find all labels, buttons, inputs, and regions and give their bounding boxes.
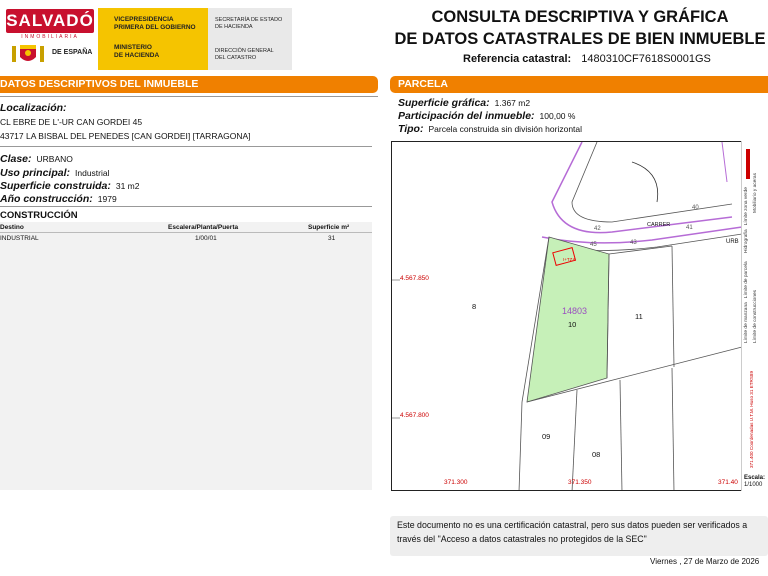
legend-item: Hidrografía bbox=[744, 229, 749, 253]
road-line bbox=[722, 142, 727, 182]
divider bbox=[0, 96, 378, 97]
cadastral-map[interactable] bbox=[391, 141, 768, 491]
parcel-number: 11 bbox=[635, 312, 643, 321]
construction-table bbox=[0, 222, 372, 490]
path-line bbox=[632, 162, 658, 202]
address-line2: 43717 LA BISBAL DEL PENEDES [CAN GORDEI] [TARRAGONA] bbox=[0, 131, 251, 141]
coord-x3: 371.40 bbox=[718, 479, 738, 486]
superficie-row bbox=[0, 180, 139, 192]
participacion-row bbox=[398, 110, 575, 122]
tipo-row bbox=[398, 123, 582, 135]
tipo-value: Parcela construida sin división horizontal bbox=[428, 124, 583, 134]
parcel-label: 14803 bbox=[562, 306, 588, 316]
disclaimer-text: Este documento no es una certificación catastral, pero sus datos pueden ser verificados a través del "Acceso a datos catastrales no protegidos de la SEC" bbox=[397, 520, 748, 544]
map-drawing bbox=[392, 142, 768, 491]
logo-brand: SALVADÓ bbox=[6, 9, 94, 33]
gov-line: PRIMERA DEL GOBIERNO bbox=[114, 24, 196, 31]
legend-item: Límite de parcela bbox=[744, 261, 749, 299]
gov-line: VICEPRESIDENCIA bbox=[114, 16, 174, 23]
coord-system-label: 371.400 Coordenadas U.T.M. Huso 31 ETRS89 bbox=[749, 370, 754, 468]
section-bar-parcela bbox=[390, 76, 768, 93]
clase-label: Clase: bbox=[0, 153, 32, 165]
gov-line: DEL CATASTRO bbox=[215, 55, 257, 61]
table-cell: INDUSTRIAL bbox=[0, 235, 39, 242]
tipo-label: Tipo: bbox=[398, 123, 424, 135]
clase-value: URBANO bbox=[36, 154, 73, 164]
parcel-number: 8 bbox=[472, 302, 477, 311]
gov-line: SECRETARÍA DE ESTADO bbox=[215, 17, 283, 23]
salvado-logo bbox=[0, 7, 98, 65]
anio-label: Año construcción: bbox=[0, 193, 93, 205]
legend-item: Límite de manzana bbox=[744, 302, 749, 343]
superficie-label: Superficie construida: bbox=[0, 180, 111, 192]
ministry-block bbox=[98, 8, 208, 70]
section-title: PARCELA bbox=[398, 78, 448, 90]
uso-row bbox=[0, 167, 110, 179]
localizacion-label: Localización: bbox=[0, 102, 67, 114]
scale-label: Escala: bbox=[744, 475, 766, 481]
urb-label: URB bbox=[726, 239, 739, 245]
road-line bbox=[542, 227, 742, 243]
house-number: 42 bbox=[594, 226, 601, 232]
parcel-number: 09 bbox=[542, 432, 551, 441]
document-date: Viernes , 27 de Marzo de 2026 bbox=[650, 557, 760, 566]
house-number: 41 bbox=[686, 225, 693, 231]
table-cell: 31 bbox=[328, 235, 336, 242]
house-number: 40 bbox=[692, 205, 699, 211]
reference-line bbox=[463, 53, 711, 65]
legend-item: Límite zona verde bbox=[744, 187, 749, 226]
gov-line: DE HACIENDA bbox=[215, 24, 253, 30]
coat-of-arms-icon bbox=[10, 43, 46, 65]
disclaimer-box bbox=[390, 516, 768, 556]
coord-y2: 4.567.800 bbox=[400, 412, 429, 419]
uso-value: Industrial bbox=[75, 168, 110, 178]
divider bbox=[0, 206, 372, 207]
secretariat-block bbox=[208, 8, 292, 70]
anio-row bbox=[0, 193, 117, 205]
scale-value: 1/1000 bbox=[744, 482, 763, 488]
parcel-superficie-label: Superficie gráfica: bbox=[398, 97, 490, 109]
superficie-value: 31 m2 bbox=[115, 181, 140, 191]
gov-line: MINISTERIO bbox=[114, 44, 152, 51]
map-legend bbox=[741, 141, 768, 491]
table-cell: 1/00/01 bbox=[195, 235, 217, 242]
legend-item: Límite de construcciones bbox=[753, 289, 758, 343]
legend-item: Mobiliario y aceras bbox=[753, 173, 758, 213]
section-title: DATOS DESCRIPTIVOS DEL INMUEBLE bbox=[0, 78, 199, 90]
coord-y1: 4.567.850 bbox=[400, 275, 429, 282]
parcel-superficie-row bbox=[398, 97, 530, 109]
house-number: 45 bbox=[590, 242, 597, 248]
table-header-planta: Escalera/Planta/Puerta bbox=[168, 224, 239, 231]
house-number: 43 bbox=[630, 240, 637, 246]
table-header-superficie: Superficie m² bbox=[308, 224, 350, 231]
road-line bbox=[552, 142, 732, 233]
coord-x1: 371.300 bbox=[444, 479, 468, 486]
table-header-destino: Destino bbox=[0, 224, 24, 231]
anio-value: 1979 bbox=[97, 194, 117, 204]
section-bar-descriptive bbox=[0, 76, 378, 93]
reference-value: 1480310CF7618S0001GS bbox=[581, 53, 711, 65]
road-line bbox=[572, 142, 732, 222]
legend-marker bbox=[746, 149, 750, 179]
table-header-rule bbox=[0, 232, 372, 233]
uso-label: Uso principal: bbox=[0, 167, 71, 179]
participacion-label: Participación del inmueble: bbox=[398, 110, 535, 122]
gov-line: DE HACIENDA bbox=[114, 52, 160, 59]
address-line1: CL EBRE DE L'-UR CAN GORDEI 45 bbox=[0, 117, 143, 127]
gov-line: DIRECCIÓN GENERAL bbox=[215, 48, 274, 54]
participacion-value: 100,00 % bbox=[539, 111, 576, 121]
page-title-line2: DE DATOS CATASTRALES DE BIEN INMUEBLE bbox=[394, 30, 766, 48]
construccion-title: CONSTRUCCIÓN bbox=[0, 210, 78, 221]
clase-row bbox=[0, 153, 73, 165]
parcel-superficie-value: 1.367 m2 bbox=[494, 98, 531, 108]
parcel-number: 08 bbox=[592, 450, 601, 459]
parcel-number: 10 bbox=[568, 320, 577, 329]
reference-label: Referencia catastral: bbox=[463, 53, 572, 65]
divider bbox=[0, 146, 372, 147]
country-label: DE ESPAÑA bbox=[52, 49, 93, 56]
page-title-line1: CONSULTA DESCRIPTIVA Y GRÁFICA bbox=[431, 8, 729, 26]
logo-sub: INMOBILIARIA bbox=[21, 34, 79, 40]
street-name: CARRER bbox=[647, 222, 671, 228]
coord-x2: 371.350 bbox=[568, 479, 592, 486]
building-label: I+TZA bbox=[563, 257, 576, 262]
